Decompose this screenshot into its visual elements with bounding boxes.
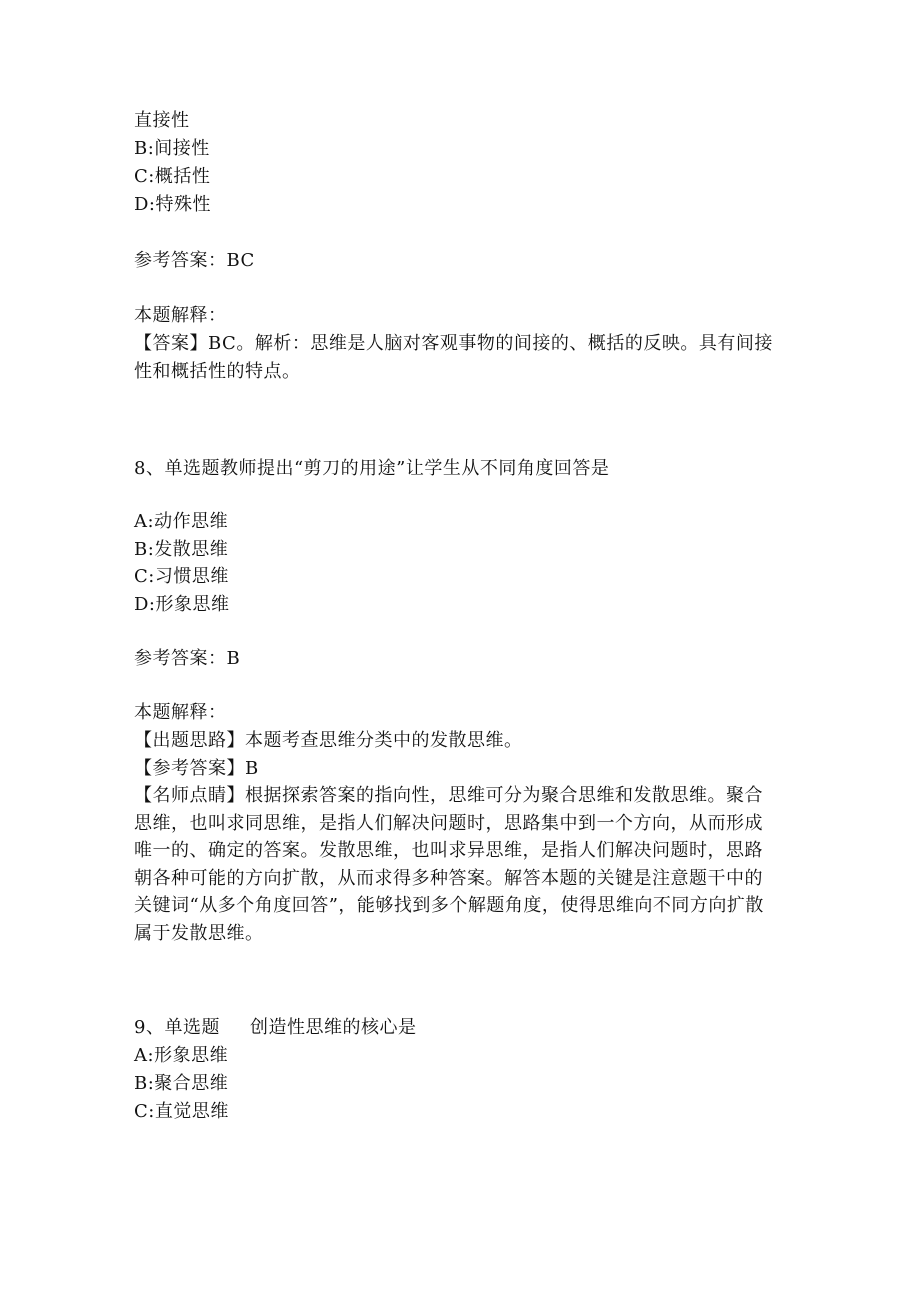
q8-stem: 8、单选题教师提出“剪刀的用途”让学生从不同角度回答是 (134, 458, 610, 479)
q7-explain-label: 本题解释： (134, 305, 227, 326)
q8-comment: 【名师点睛】根据探索答案的指向性，思维可分为聚合思维和发散思维。聚合思维，也叫求同思维，是指人们解决问题时，思路集中到一个方向，从而形成唯一的、确定的答案。发散思维，也叫求异思维，是指人们解决问题时，思路朝各种可能的方向扩散，从而求得多种答案。解答本题的关键是注意题干中的关键词“从多个角度回答”，能够找到多个解题角度，使得思维向不同方向扩散属于发散思维。 (134, 785, 764, 944)
q8-option-c: C:习惯思维 (134, 566, 229, 587)
q9-stem-line (134, 1015, 416, 1041)
q9-option-b: B:聚合思维 (134, 1073, 229, 1094)
q8-option-d: D:形象思维 (134, 594, 230, 615)
q7-option-c: C:概括性 (134, 166, 211, 187)
q9-stem: 创造性思维的核心是 (249, 1017, 417, 1038)
q7-answer: 参考答案：BC (134, 250, 255, 271)
q8-idea: 【出题思路】本题考查思维分类中的发散思维。 (134, 730, 523, 751)
q7-option-b: B:间接性 (134, 138, 210, 159)
q8-option-b: B:发散思维 (134, 539, 229, 560)
q9-prefix: 9、单选题 (134, 1017, 220, 1038)
q9-option-a: A:形象思维 (134, 1045, 229, 1066)
q7-explanation: 【答案】BC。解析：思维是人脑对客观事物的间接的、概括的反映。具有间接性和概括性的特点。 (134, 333, 773, 382)
q8-ref-answer: 【参考答案】B (134, 758, 259, 779)
q8-option-a: A:动作思维 (134, 511, 229, 532)
q8-answer: 参考答案：B (134, 648, 241, 669)
q7-option-d: D:特殊性 (134, 194, 211, 215)
q7-option-a-tail: 直接性 (134, 110, 190, 131)
q9-option-c: C:直觉思维 (134, 1101, 229, 1122)
q8-explain-label: 本题解释： (134, 702, 227, 723)
